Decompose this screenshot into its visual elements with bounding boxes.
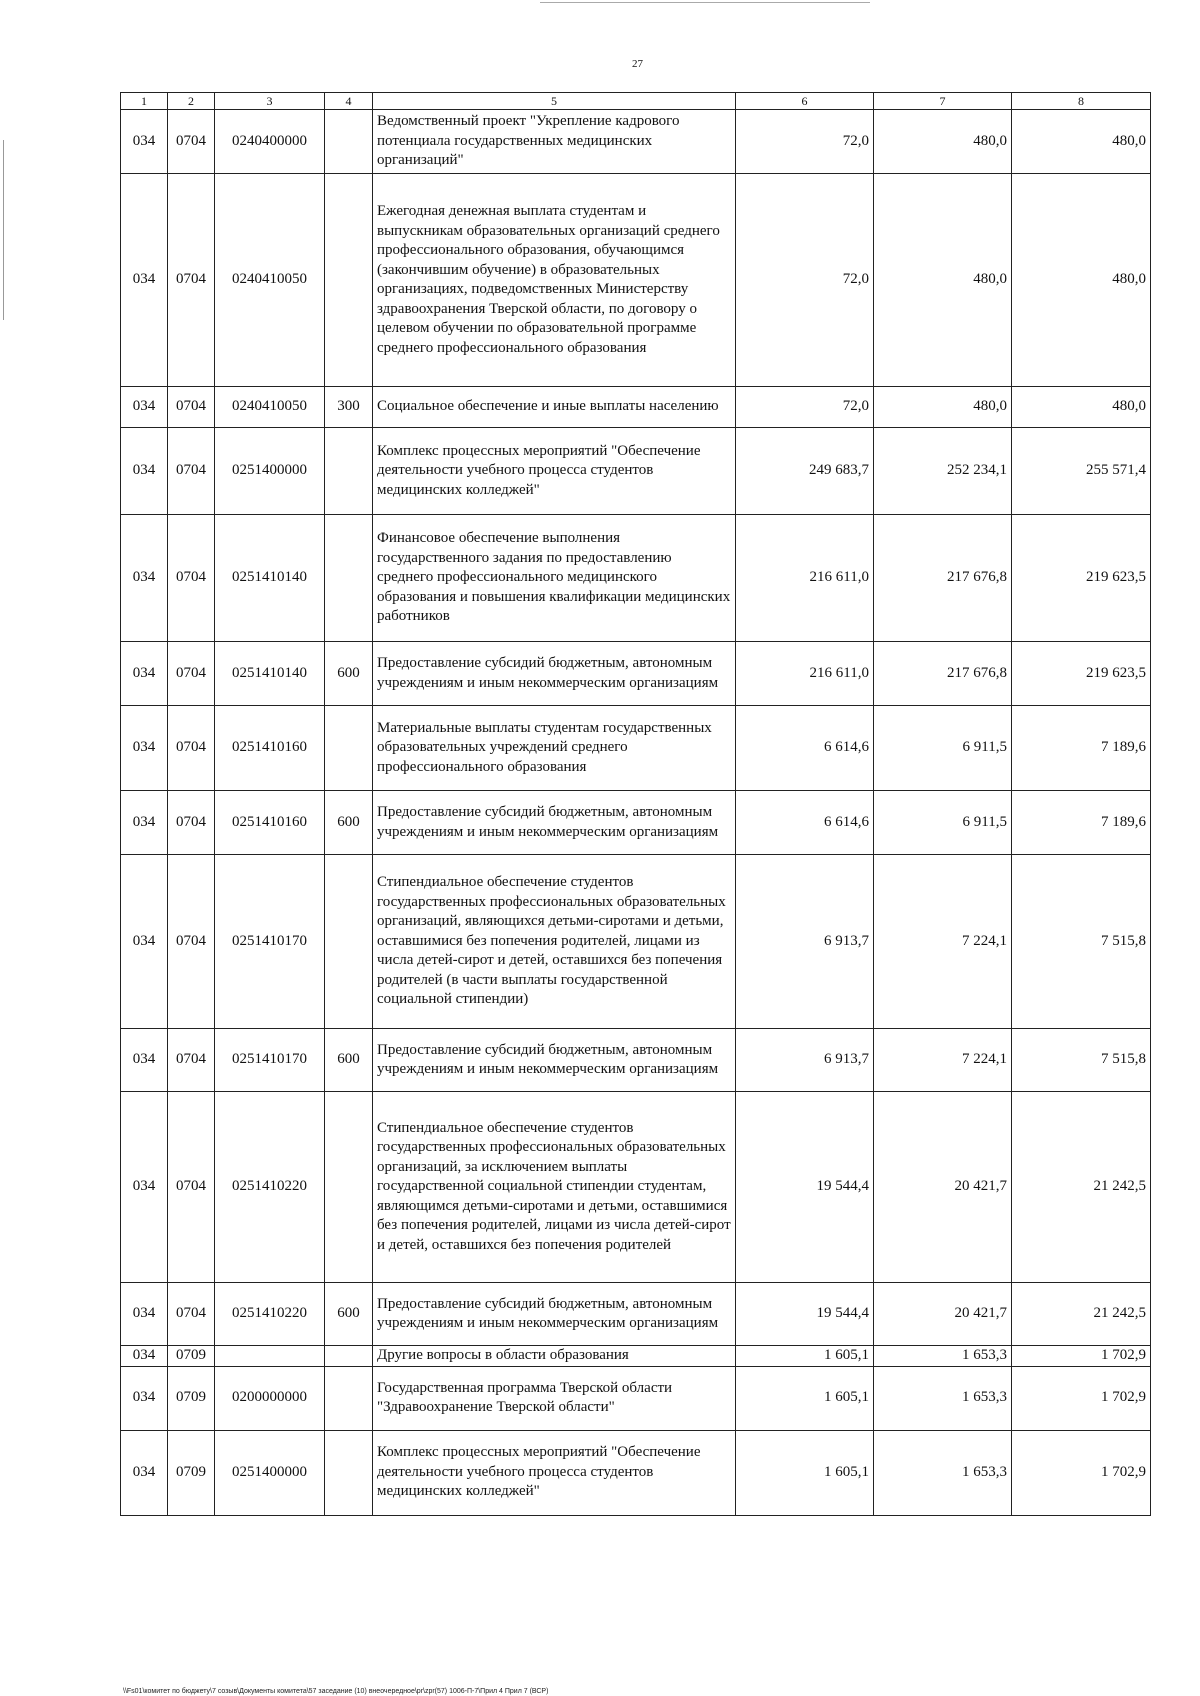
table-row bbox=[121, 1366, 1151, 1430]
cell-description: Государственная программа Тверской области "Здравоохранение Тверской области" bbox=[373, 1366, 736, 1430]
cell-amount-year1: 6 614,6 bbox=[736, 706, 874, 791]
cell-expense-type bbox=[325, 706, 373, 791]
column-header: 7 bbox=[874, 93, 1012, 110]
cell-amount-year3: 1 702,9 bbox=[1012, 1346, 1151, 1367]
cell-target-article: 0240410050 bbox=[215, 174, 325, 387]
table-header bbox=[121, 93, 1151, 110]
cell-expense-type bbox=[325, 174, 373, 387]
cell-ministry-code: 034 bbox=[121, 174, 168, 387]
cell-target-article bbox=[215, 1346, 325, 1367]
cell-amount-year2: 6 911,5 bbox=[874, 791, 1012, 855]
cell-amount-year3: 21 242,5 bbox=[1012, 1092, 1151, 1283]
cell-section-code: 0709 bbox=[168, 1346, 215, 1367]
cell-amount-year1: 216 611,0 bbox=[736, 642, 874, 706]
cell-target-article: 0240400000 bbox=[215, 110, 325, 174]
cell-description: Стипендиальное обеспечение студентов государственных профессиональных образовательных организаций, за исключением выплаты государственной социальной стипендии студентам, являющимся детьми-сиротами и детьми, оставшимися без попечения родителей, лицами из числа детей-сирот и детей, оставшихся без попечения родителей bbox=[373, 1092, 736, 1283]
cell-ministry-code: 034 bbox=[121, 515, 168, 642]
cell-expense-type bbox=[325, 1346, 373, 1367]
cell-section-code: 0704 bbox=[168, 642, 215, 706]
column-header: 2 bbox=[168, 93, 215, 110]
cell-expense-type bbox=[325, 1430, 373, 1515]
cell-amount-year3: 480,0 bbox=[1012, 110, 1151, 174]
table-row bbox=[121, 1092, 1151, 1283]
cell-amount-year1: 72,0 bbox=[736, 110, 874, 174]
cell-amount-year3: 7 515,8 bbox=[1012, 1029, 1151, 1092]
cell-description: Социальное обеспечение и иные выплаты населению bbox=[373, 387, 736, 428]
table-row bbox=[121, 174, 1151, 387]
cell-target-article: 0251400000 bbox=[215, 1430, 325, 1515]
cell-section-code: 0704 bbox=[168, 428, 215, 515]
cell-amount-year2: 1 653,3 bbox=[874, 1346, 1012, 1367]
cell-target-article: 0251410220 bbox=[215, 1283, 325, 1346]
cell-amount-year1: 1 605,1 bbox=[736, 1366, 874, 1430]
cell-section-code: 0704 bbox=[168, 1029, 215, 1092]
cell-description: Другие вопросы в области образования bbox=[373, 1346, 736, 1367]
cell-amount-year3: 219 623,5 bbox=[1012, 515, 1151, 642]
cell-amount-year2: 1 653,3 bbox=[874, 1430, 1012, 1515]
cell-expense-type bbox=[325, 515, 373, 642]
cell-amount-year1: 19 544,4 bbox=[736, 1283, 874, 1346]
cell-amount-year1: 249 683,7 bbox=[736, 428, 874, 515]
page-number: 27 bbox=[632, 58, 643, 70]
cell-expense-type bbox=[325, 855, 373, 1029]
table-row bbox=[121, 515, 1151, 642]
cell-target-article: 0251400000 bbox=[215, 428, 325, 515]
cell-amount-year1: 1 605,1 bbox=[736, 1346, 874, 1367]
cell-amount-year2: 480,0 bbox=[874, 174, 1012, 387]
table-row bbox=[121, 1029, 1151, 1092]
cell-target-article: 0251410170 bbox=[215, 855, 325, 1029]
cell-amount-year1: 72,0 bbox=[736, 387, 874, 428]
cell-amount-year3: 7 189,6 bbox=[1012, 706, 1151, 791]
header-row bbox=[121, 93, 1151, 110]
cell-amount-year3: 7 515,8 bbox=[1012, 855, 1151, 1029]
table-row bbox=[121, 855, 1151, 1029]
cell-ministry-code: 034 bbox=[121, 1430, 168, 1515]
cell-section-code: 0704 bbox=[168, 110, 215, 174]
cell-amount-year3: 219 623,5 bbox=[1012, 642, 1151, 706]
cell-expense-type: 600 bbox=[325, 642, 373, 706]
cell-amount-year1: 6 913,7 bbox=[736, 855, 874, 1029]
table-row bbox=[121, 1283, 1151, 1346]
cell-section-code: 0704 bbox=[168, 387, 215, 428]
cell-amount-year2: 252 234,1 bbox=[874, 428, 1012, 515]
cell-ministry-code: 034 bbox=[121, 855, 168, 1029]
table-row bbox=[121, 642, 1151, 706]
footer-file-path: \\Fs01\комитет по бюджету\7 созыв\Документы комитета\57 заседание (10) внеочередное\pr\zpr(57) 1006-П-7\Прил 4 Прил 7 (ВСР) bbox=[123, 1688, 549, 1695]
cell-section-code: 0704 bbox=[168, 706, 215, 791]
table-row bbox=[121, 110, 1151, 174]
cell-description: Финансовое обеспечение выполнения государственного задания по предоставлению среднего профессионального медицинского образования и повышения квалификации медицинских работников bbox=[373, 515, 736, 642]
cell-amount-year3: 255 571,4 bbox=[1012, 428, 1151, 515]
cell-target-article: 0251410160 bbox=[215, 791, 325, 855]
cell-description: Ежегодная денежная выплата студентам и выпускникам образовательных организаций среднего профессионального образования, обучающимся (закончившим обучение) в образовательных организациях, подведомственных Министерству здравоохранения Тверской области, по договору о целевом обучении по образовательной программе среднего профессионального образования bbox=[373, 174, 736, 387]
cell-target-article: 0200000000 bbox=[215, 1366, 325, 1430]
scan-artifact-line bbox=[540, 2, 870, 3]
cell-expense-type bbox=[325, 1092, 373, 1283]
cell-description: Материальные выплаты студентам государственных образовательных учреждений среднего профессионального образования bbox=[373, 706, 736, 791]
cell-section-code: 0704 bbox=[168, 174, 215, 387]
cell-ministry-code: 034 bbox=[121, 1283, 168, 1346]
cell-target-article: 0251410140 bbox=[215, 515, 325, 642]
cell-ministry-code: 034 bbox=[121, 387, 168, 428]
column-header: 3 bbox=[215, 93, 325, 110]
cell-amount-year2: 7 224,1 bbox=[874, 1029, 1012, 1092]
column-header: 4 bbox=[325, 93, 373, 110]
cell-amount-year2: 7 224,1 bbox=[874, 855, 1012, 1029]
cell-section-code: 0709 bbox=[168, 1366, 215, 1430]
cell-amount-year2: 480,0 bbox=[874, 110, 1012, 174]
cell-target-article: 0251410140 bbox=[215, 642, 325, 706]
scan-margin-line bbox=[3, 140, 4, 320]
cell-amount-year3: 1 702,9 bbox=[1012, 1366, 1151, 1430]
cell-description: Стипендиальное обеспечение студентов государственных профессиональных образовательных организаций, являющихся детьми-сиротами и детьми, оставшимися без попечения родителей, лицами из числа детей-сирот и детей, оставшихся без попечения родителей (в части выплаты государственной социальной стипендии) bbox=[373, 855, 736, 1029]
cell-amount-year3: 21 242,5 bbox=[1012, 1283, 1151, 1346]
cell-ministry-code: 034 bbox=[121, 706, 168, 791]
cell-amount-year1: 6 913,7 bbox=[736, 1029, 874, 1092]
cell-target-article: 0240410050 bbox=[215, 387, 325, 428]
cell-expense-type: 600 bbox=[325, 1029, 373, 1092]
cell-amount-year2: 6 911,5 bbox=[874, 706, 1012, 791]
cell-expense-type: 600 bbox=[325, 791, 373, 855]
cell-description: Ведомственный проект "Укрепление кадрового потенциала государственных медицинских организаций" bbox=[373, 110, 736, 174]
cell-expense-type: 600 bbox=[325, 1283, 373, 1346]
cell-section-code: 0704 bbox=[168, 855, 215, 1029]
cell-section-code: 0704 bbox=[168, 1283, 215, 1346]
cell-amount-year2: 217 676,8 bbox=[874, 515, 1012, 642]
cell-ministry-code: 034 bbox=[121, 791, 168, 855]
cell-description: Предоставление субсидий бюджетным, автономным учреждениям и иным некоммерческим организациям bbox=[373, 1283, 736, 1346]
cell-amount-year1: 72,0 bbox=[736, 174, 874, 387]
column-header: 8 bbox=[1012, 93, 1151, 110]
table-row bbox=[121, 428, 1151, 515]
cell-target-article: 0251410220 bbox=[215, 1092, 325, 1283]
column-header: 1 bbox=[121, 93, 168, 110]
cell-section-code: 0704 bbox=[168, 1092, 215, 1283]
cell-ministry-code: 034 bbox=[121, 1366, 168, 1430]
cell-amount-year2: 1 653,3 bbox=[874, 1366, 1012, 1430]
cell-amount-year3: 7 189,6 bbox=[1012, 791, 1151, 855]
cell-expense-type: 300 bbox=[325, 387, 373, 428]
cell-target-article: 0251410160 bbox=[215, 706, 325, 791]
cell-section-code: 0704 bbox=[168, 791, 215, 855]
cell-description: Предоставление субсидий бюджетным, автономным учреждениям и иным некоммерческим организациям bbox=[373, 1029, 736, 1092]
cell-description: Комплекс процессных мероприятий "Обеспечение деятельности учебного процесса студентов медицинских колледжей" bbox=[373, 1430, 736, 1515]
table-row bbox=[121, 706, 1151, 791]
cell-section-code: 0709 bbox=[168, 1430, 215, 1515]
cell-ministry-code: 034 bbox=[121, 642, 168, 706]
cell-amount-year2: 480,0 bbox=[874, 387, 1012, 428]
cell-amount-year3: 480,0 bbox=[1012, 174, 1151, 387]
table-body bbox=[121, 110, 1151, 1516]
cell-amount-year3: 480,0 bbox=[1012, 387, 1151, 428]
budget-table bbox=[120, 92, 1151, 1516]
table-row bbox=[121, 791, 1151, 855]
column-header: 6 bbox=[736, 93, 874, 110]
cell-description: Предоставление субсидий бюджетным, автономным учреждениям и иным некоммерческим организациям bbox=[373, 791, 736, 855]
cell-amount-year2: 217 676,8 bbox=[874, 642, 1012, 706]
cell-expense-type bbox=[325, 110, 373, 174]
cell-expense-type bbox=[325, 428, 373, 515]
cell-ministry-code: 034 bbox=[121, 428, 168, 515]
table-row bbox=[121, 387, 1151, 428]
table-row bbox=[121, 1430, 1151, 1515]
cell-amount-year1: 19 544,4 bbox=[736, 1092, 874, 1283]
table-row bbox=[121, 1346, 1151, 1367]
cell-expense-type bbox=[325, 1366, 373, 1430]
cell-ministry-code: 034 bbox=[121, 1346, 168, 1367]
cell-ministry-code: 034 bbox=[121, 1092, 168, 1283]
cell-amount-year3: 1 702,9 bbox=[1012, 1430, 1151, 1515]
column-header: 5 bbox=[373, 93, 736, 110]
cell-ministry-code: 034 bbox=[121, 1029, 168, 1092]
cell-target-article: 0251410170 bbox=[215, 1029, 325, 1092]
cell-section-code: 0704 bbox=[168, 515, 215, 642]
cell-description: Комплекс процессных мероприятий "Обеспечение деятельности учебного процесса студентов медицинских колледжей" bbox=[373, 428, 736, 515]
cell-amount-year2: 20 421,7 bbox=[874, 1092, 1012, 1283]
cell-amount-year1: 216 611,0 bbox=[736, 515, 874, 642]
cell-ministry-code: 034 bbox=[121, 110, 168, 174]
cell-amount-year1: 1 605,1 bbox=[736, 1430, 874, 1515]
cell-amount-year1: 6 614,6 bbox=[736, 791, 874, 855]
cell-amount-year2: 20 421,7 bbox=[874, 1283, 1012, 1346]
cell-description: Предоставление субсидий бюджетным, автономным учреждениям и иным некоммерческим организациям bbox=[373, 642, 736, 706]
